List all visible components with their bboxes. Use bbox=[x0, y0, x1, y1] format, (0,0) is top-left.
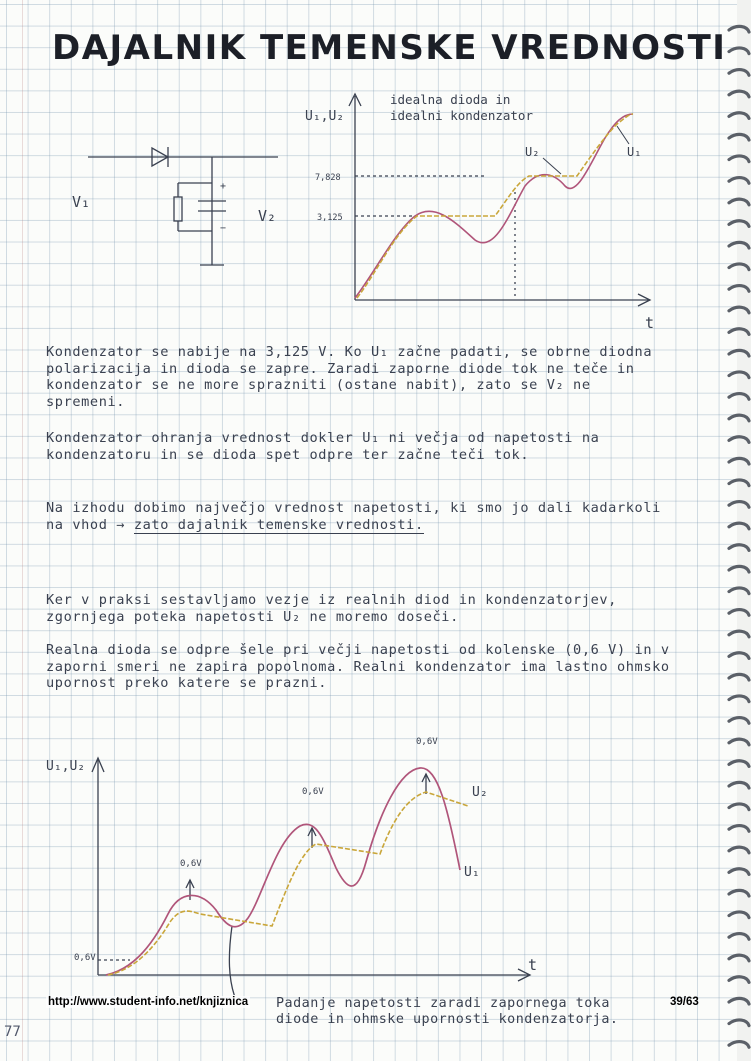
real-diode-drop-base: 0,6V bbox=[74, 953, 96, 963]
ideal-caption-line2: idealni kondenzator bbox=[390, 108, 533, 123]
ideal-caption-line1: idealna dioda in bbox=[390, 92, 511, 107]
bottom-note: Padanje napetosti zaradi zapornega toka diode in ohmske upornosti kondenzatorja. bbox=[276, 996, 619, 1027]
paragraph-real-diode: Realna dioda se odpre šele pri večji napetosti od kolenske (0,6 V) in v zaporni smeri ne zapira popolnoma. Realni kondenzator ima lastno ohmsko upornost preko katere se prazni. bbox=[46, 642, 670, 692]
paragraph-output-max-conclusion: zato dajalnik temenske vrednosti. bbox=[133, 516, 424, 533]
paragraph-output-max bbox=[46, 500, 676, 533]
real-label-u2: U₂ bbox=[472, 785, 488, 800]
paragraph-real-circuits: Ker v praksi sestavljamo vezje iz realnih diod in kondenzatorjev, zgornjega poteka napetosti U₂ ne moremo doseči. bbox=[46, 592, 617, 625]
margin-number: 77 bbox=[4, 1024, 21, 1040]
ideal-y-axis-label: U₁,U₂ bbox=[305, 109, 345, 124]
circuit-input-label: V₁ bbox=[72, 193, 91, 211]
ideal-waveform-graph bbox=[295, 82, 685, 337]
circuit-output-label: V₂ bbox=[258, 207, 277, 225]
real-label-u1: U₁ bbox=[464, 865, 480, 880]
ideal-label-u1-pointer bbox=[617, 126, 629, 144]
real-u2-curve bbox=[108, 792, 468, 975]
ideal-u1-curve bbox=[355, 114, 633, 298]
ideal-label-v2: U₂ bbox=[525, 145, 540, 159]
real-u1-curve bbox=[106, 768, 460, 975]
real-y-axis-label: U₁,U₂ bbox=[46, 759, 86, 774]
peak-detector-circuit bbox=[60, 135, 290, 275]
margin-line bbox=[22, 0, 23, 1061]
ideal-label-v2-pointer bbox=[543, 158, 561, 174]
page-title: DAJALNIK TEMENSKE VREDNOSTI bbox=[52, 28, 727, 68]
ideal-tick-upper: 7,828 bbox=[315, 173, 341, 183]
ideal-u2-curve bbox=[357, 114, 633, 298]
ideal-x-axis-label: t bbox=[645, 314, 655, 332]
real-diode-drop-3: 0,6V bbox=[416, 737, 438, 747]
paragraph-output-max-text: Na izhodu dobimo največjo vrednost napetosti, ki smo jo dali kadarkoli na vhod → bbox=[46, 500, 661, 533]
paragraph-capacitor-charge: Kondenzator se nabije na 3,125 V. Ko U₁ začne padati, se obrne diodna polarizacija in dioda se zapre. Zaradi zaporne diode tok ne teče in kondenzator se ne more sprazniti (ostane nabit), zato se V₂ ne spremeni. bbox=[46, 344, 653, 410]
real-waveform-graph bbox=[40, 730, 560, 995]
footer-page-number: 39/63 bbox=[670, 996, 699, 1008]
ideal-label-u1: U₁ bbox=[627, 145, 642, 159]
real-x-axis-label: t bbox=[528, 956, 538, 974]
real-diode-drop-1: 0,6V bbox=[180, 859, 202, 869]
paragraph-capacitor-hold: Kondenzator ohranja vrednost dokler U₁ ni večja od napetosti na kondenzatoru in se dioda spet odpre ter začne teči tok. bbox=[46, 430, 600, 463]
spiral-binding bbox=[711, 0, 751, 1061]
circuit-plus: + bbox=[220, 181, 227, 192]
footer-link[interactable]: http://www.student-info.net/knjiznica bbox=[48, 996, 249, 1008]
real-diode-drop-2: 0,6V bbox=[302, 787, 324, 797]
circuit-minus: − bbox=[220, 223, 227, 234]
ideal-tick-lower: 3,125 bbox=[317, 213, 343, 223]
resistor-symbol bbox=[174, 197, 182, 221]
real-note-pointer bbox=[229, 926, 236, 995]
